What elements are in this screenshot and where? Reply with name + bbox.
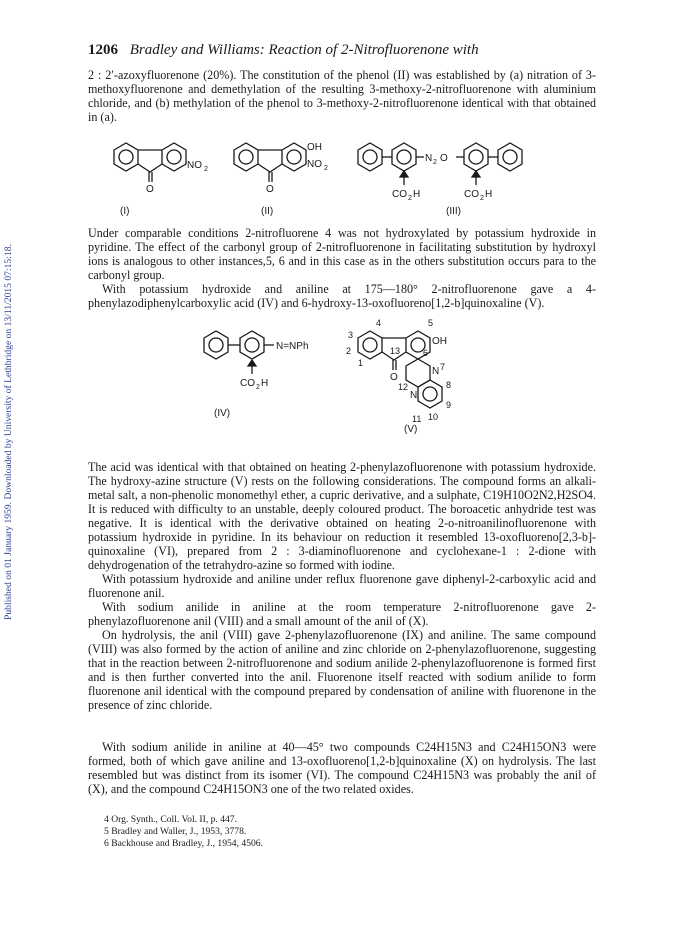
svg-text:H: H [413, 189, 421, 200]
svg-text:H: H [261, 378, 269, 389]
svg-text:10: 10 [428, 412, 439, 422]
footnote: 6 Backhouse and Bradley, J., 1954, 4506. [104, 838, 263, 849]
compound-label-III: (III) [446, 206, 461, 217]
paragraph-3: With potassium hydroxide and aniline at 175—180° 2-nitrofluorenone gave a 4-phenylazodiphenylcarboxylic acid (IV) and 6-hydroxy-13-oxofluoreno[1,2-b]quinoxaline (V). [88, 282, 596, 310]
carboxyl-label-iv: CO [240, 378, 255, 389]
azine-n7: N [432, 366, 440, 377]
carboxyl-label-1: CO [392, 189, 407, 200]
svg-text:5: 5 [428, 318, 434, 328]
download-watermark: Published on 01 January 1959. Downloaded by University of Lethbridge on 13/11/2015 07:15:18. [3, 244, 14, 620]
hydroxy-label: OH [307, 142, 322, 153]
paragraph-5: With potassium hydroxide and aniline under reflux fluorenone gave diphenyl-2-carboxylic acid and fluorenone anil. [88, 572, 596, 600]
svg-text:4: 4 [376, 318, 382, 328]
svg-text:12: 12 [398, 382, 409, 392]
hydroxy-label-v: OH [432, 336, 447, 347]
compound-label-V: (V) [404, 424, 418, 435]
footnote: 5 Bradley and Waller, J., 1953, 3778. [104, 826, 247, 837]
azo-label: N=NPh [276, 341, 309, 352]
nitro-label-2: NO [307, 159, 322, 170]
svg-text:2: 2 [433, 159, 437, 166]
structures-figure-2 [190, 316, 510, 454]
running-header [88, 42, 479, 59]
svg-text:2: 2 [480, 195, 484, 202]
carboxyl-label-2: CO [464, 189, 479, 200]
svg-text:2: 2 [346, 346, 352, 356]
svg-text:H: H [485, 189, 493, 200]
paragraph-8: With sodium anilide in aniline at 40—45° two compounds C24H15N3 and C24H15ON3 were formed, both of which gave aniline and 13-oxofluoreno[1,2-b]quinoxaline (X) on hydrolysis. The last resembled but was distinct from its isomer (VI). The compound C24H15N3 was probably the anil of (X), and the compound C24H15ON3 one of the two related oxides. [88, 740, 596, 796]
structures-figure-1 [100, 130, 580, 220]
svg-text:2: 2 [256, 384, 260, 391]
oxo-label-1: O [146, 184, 154, 195]
svg-text:1: 1 [358, 358, 364, 368]
svg-text:2: 2 [408, 195, 412, 202]
svg-text:6: 6 [423, 348, 429, 358]
svg-text:O: O [440, 153, 448, 164]
svg-text:2: 2 [204, 166, 208, 173]
azine-n12: N [410, 390, 418, 401]
nitro-label-1: NO [187, 160, 202, 171]
footnote: 4 Org. Synth., Coll. Vol. II, p. 447. [104, 814, 237, 825]
compound-label-II: (II) [261, 206, 274, 217]
oxo-label-v: O [390, 372, 398, 383]
svg-text:13: 13 [390, 346, 401, 356]
compound-label-I: (I) [120, 206, 130, 217]
svg-text:8: 8 [446, 380, 452, 390]
azoxy-label: N [425, 153, 433, 164]
running-title: Bradley and Williams: Reaction of 2-Nitrofluorenone with [129, 42, 479, 58]
paragraph-7: On hydrolysis, the anil (VIII) gave 2-phenylazofluorenone (IX) and aniline. The same compound (VIII) was also formed by the action of aniline and zinc chloride on 2-phenylazofluorenone, suggesting that in the reaction between 2-nitrofluorenone and sodium anilide 2-phenylazofluorenone is formed first and is then further converted into the anil. Fluorenone itself reacted with sodium anilide to form fluorenone anil identical with the compound prepared by condensation of aniline with fluorenone in the presence of zinc chloride. [88, 628, 596, 712]
paragraph-4: The acid was identical with that obtained on heating 2-phenylazofluorenone with potassium hydroxide. The hydroxy-azine structure (V) rests on the following considerations. The compound forms an alkali-metal salt, a non-phenolic monomethyl ether, a cupric derivative, and a sulphate, C19H10O2N2,H2SO4. It is reduced with difficulty to an unstable, deeply coloured product. The boroacetic anhydride test was negative. It is identical with the derivative obtained on heating 2-o-nitroanilinofluorenone with potassium hydroxide in pyridine. In its behaviour on reduction it resembled 13-oxofluoreno[2,3-b]-quinoxaline (VI), prepared from 2 : 3-diaminofluorenone and cyclohexane-1 : 2-dione with dehydrogenation of the tetrahydro-azine so formed with iodine. [88, 460, 596, 572]
oxo-label-2: O [266, 184, 274, 195]
paragraph-2: Under comparable conditions 2-nitrofluorene 4 was not hydroxylated by potassium hydroxide in pyridine. The effect of the carbonyl group of 2-nitrofluorenone in facilitating substitution by hydroxyl ions is analogous to other instances,5, 6 and in this case as in the others substitution occurs para to the carbonyl group. [88, 226, 596, 282]
page-number: 1206 [88, 42, 118, 58]
paragraph-6: With sodium anilide in aniline at the room temperature 2-nitrofluorenone gave 2-phenylazofluorenone anil (VIII) and a small amount of the anil of (X). [88, 600, 596, 628]
svg-text:2: 2 [324, 165, 328, 172]
compound-label-IV: (IV) [214, 408, 231, 419]
paragraph-1: 2 : 2′-azoxyfluorenone (20%). The constitution of the phenol (II) was established by (a) nitration of 3-methoxyfluorenone and demethylation of the resulting 3-methoxy-2-nitrofluorenone with aluminium chloride, and (b) methylation of the phenol to 3-methoxy-2-nitrofluorenone identical with that obtained in (a). [88, 68, 596, 124]
svg-text:7: 7 [440, 362, 446, 372]
svg-text:3: 3 [348, 330, 354, 340]
svg-text:9: 9 [446, 400, 452, 410]
svg-text:11: 11 [412, 414, 422, 424]
